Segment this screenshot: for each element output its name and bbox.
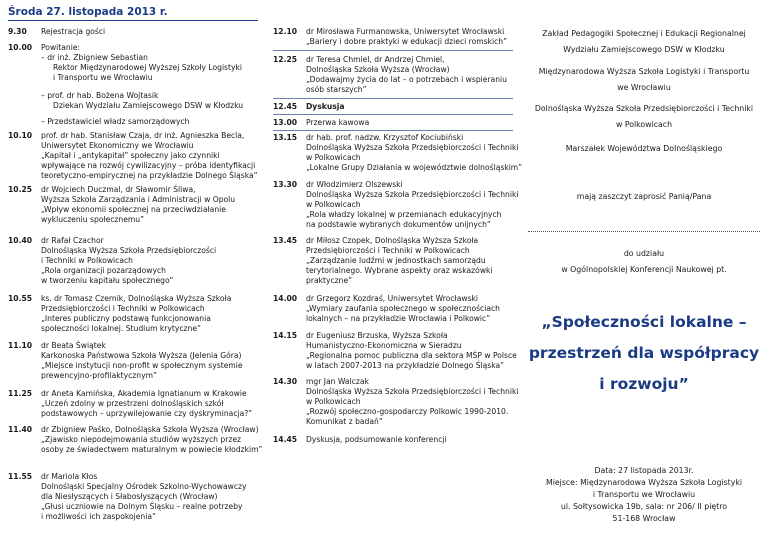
program-entry <box>8 63 258 83</box>
header-divider <box>8 20 258 21</box>
organizer-line: we Wrocławiu <box>617 83 671 92</box>
program-entry <box>8 425 263 455</box>
organizer-line: Wydziału Zamiejscowego DSW w Kłodzku <box>563 45 725 54</box>
entry-line: teoretyczno-empirycznej na przykładzie Dolnego Śląska” <box>41 171 258 180</box>
entry-line: „Rola władzy lokalnej w przemianach edukacyjnych <box>306 210 502 219</box>
entry-line: społeczności lokalnej. Studium krytyczne” <box>41 324 201 333</box>
conference-title-line: i rozwoju” <box>599 375 689 393</box>
entry-line: Wyższa Szkoła Zarządzania i Administracji w Opolu <box>41 195 236 204</box>
entry-line: Rektor Międzynarodowej Wyższej Szkoły Logistyki <box>53 63 242 72</box>
entry-line: w Polkowicach <box>306 200 361 209</box>
conference-title <box>528 307 760 400</box>
participation-text <box>528 246 760 278</box>
program-entry <box>8 185 258 225</box>
program-entry <box>273 102 513 112</box>
organizer-line: Zakład Pedagogiki Społecznej i Edukacji Regionalnej <box>542 29 746 38</box>
organizer-line: Marszałek Województwa Dolnośląskiego <box>565 144 723 153</box>
participation-line: do udziału <box>623 249 665 258</box>
program-entry <box>8 53 258 63</box>
entry-line: dr Beata Świątek <box>41 341 106 350</box>
details-line: Data: 27 listopada 2013r. <box>594 466 694 475</box>
entry-line: na podstawie wybranych dokumentów unijnych” <box>306 220 491 229</box>
entry-time: 9.30 <box>8 27 27 36</box>
date-header: Środa 27. listopada 2013 r. <box>8 6 168 18</box>
entry-time: 12.25 <box>273 55 298 64</box>
entry-time: 13.30 <box>273 180 298 189</box>
entry-line: dla Niesłyszących i Słabosłyszących (Wrocław) <box>41 492 218 501</box>
entry-line: i Techniki w Polkowicach <box>41 256 133 265</box>
entry-line: „Dodawajmy życia do lat – o potrzebach i wspieraniu <box>306 75 507 84</box>
entry-line: Dziekan Wydziału Zamiejscowego DSW w Kłodzku <box>53 101 244 110</box>
program-entry <box>8 117 258 127</box>
entry-line: prewencyjno-profilaktycznym” <box>41 371 157 380</box>
entry-time: 10.00 <box>8 43 33 52</box>
entry-line: ks. dr Tomasz Czernik, Dolnośląska Wyższa Szkoła <box>41 294 232 303</box>
entry-line: dr Aneta Kamińska, Akademia Ignatianum w Krakowie <box>41 389 247 398</box>
entry-time: 10.25 <box>8 185 33 194</box>
entry-line: „Wpływ ekonomii społecznej na przeciwdziałanie <box>41 205 226 214</box>
entry-line: Komunikat z badań” <box>306 417 383 426</box>
entry-time: 10.40 <box>8 236 33 245</box>
entry-line: „Interes publiczny podstawą funkcjonowania <box>41 314 211 323</box>
entry-time: 12.10 <box>273 27 298 36</box>
entry-line: Humanistyczno-Ekonomiczna w Sieradzu <box>306 341 462 350</box>
entry-time: 13.15 <box>273 133 298 142</box>
entry-line: Dyskusja, podsumowanie konferencji <box>306 435 447 444</box>
entry-line: dr Mariola Kłos <box>41 472 98 481</box>
program-entry <box>273 133 523 173</box>
program-entry <box>8 236 258 286</box>
entry-line: „Bariery i dobre praktyki w edukacji dzieci romskich” <box>306 37 508 46</box>
entry-line: „Lokalne Grupy Działania w województwie dolnośląskim” <box>306 163 523 172</box>
entry-line: „Miejsce instytucji non-profit w społecznym systemie <box>41 361 243 370</box>
entry-time: 12.45 <box>273 102 298 111</box>
program-entry <box>273 118 513 128</box>
entry-time: 13.00 <box>273 118 298 127</box>
entry-time: 11.40 <box>8 425 33 434</box>
details-line: Miejsce: Międzynarodowa Wyższa Szkoła Logistyki <box>545 478 743 487</box>
event-details <box>528 465 760 525</box>
entry-line: „Rola organizacji pozarządowych <box>41 266 166 275</box>
entry-line: „Kapitał i „antykapitał” społeczny jako czynniki <box>41 151 220 160</box>
program-entry <box>8 472 258 522</box>
entry-line: dr Zbigniew Paśko, Dolnośląska Szkoła Wyższa (Wrocław) <box>41 425 259 434</box>
entry-line: Dolnośląska Wyższa Szkoła Przedsiębiorczości i Techniki <box>306 190 519 199</box>
details-line: ul. Sołtysowicka 19b, sala: nr 206/ II piętro <box>560 502 728 511</box>
entry-line: dr Eugeniusz Brzuska, Wyższa Szkoła <box>306 331 448 340</box>
section-divider <box>273 50 513 51</box>
entry-line: Karkonoska Państwowa Szkoła Wyższa (Jelenia Góra) <box>41 351 242 360</box>
organizer <box>528 141 760 157</box>
entry-line: Uniwersytet Ekonomiczny we Wrocławiu <box>41 141 194 150</box>
entry-line: mgr Jan Walczak <box>306 377 369 386</box>
entry-line: dr Teresa Chmiel, dr Andrzej Chmiel, <box>306 55 445 64</box>
entry-line: praktyczne” <box>306 276 353 285</box>
entry-line: w Polkowicach <box>306 153 361 162</box>
program-entry <box>8 341 258 381</box>
entry-line: „Zjawisko niepodejmowania studiów wyższych przez <box>41 435 241 444</box>
program-entry <box>273 377 519 427</box>
entry-time: 14.45 <box>273 435 298 444</box>
entry-line: prof. dr hab. Stanisław Czaja, dr inż. Agnieszka Becla, <box>41 131 245 140</box>
entry-line: w Polkowicach <box>306 397 361 406</box>
entry-line: Dyskusja <box>306 102 345 111</box>
entry-line: „Regionalna pomoc publiczna dla sektora MŚP w Polsce <box>306 351 517 360</box>
dotted-name-line <box>528 231 760 232</box>
organizer-line: w Polkowicach <box>615 120 673 129</box>
organizer <box>528 64 760 96</box>
entry-line: i możliwości ich zaspokojenia” <box>41 512 156 521</box>
entry-line: wpływające na rozwój cywilizacyjny – próba identyfikacji <box>41 161 256 170</box>
organizer <box>528 26 760 58</box>
organizer-line: Dolnośląska Wyższa Szkoła Przedsiębiorczości i Techniki <box>534 104 754 113</box>
entry-line: dr Włodzimierz Olszewski <box>306 180 403 189</box>
entry-line: Dolnośląski Specjalny Ośrodek Szkolno-Wychowawczy <box>41 482 247 491</box>
entry-line: „Głusi uczniowie na Dolnym Śląsku – realne potrzeby <box>41 502 243 511</box>
entry-line: – dr inż. Zbigniew Sebastian <box>41 53 148 62</box>
entry-line: – Przedstawiciel władz samorządowych <box>41 117 190 126</box>
program-entry <box>273 236 513 286</box>
program-entry <box>273 331 517 371</box>
entry-line: „Rozwój społeczno-gospodarczy Polkowic 1990-2010. <box>306 407 509 416</box>
invitation-text: mają zaszczyt zaprosić Panią/Pana <box>576 192 712 201</box>
entry-line: podstawowych – uprzywilejowanie czy dyskryminacja?” <box>41 409 253 418</box>
program-entry <box>273 55 513 95</box>
entry-line: dr Rafał Czachor <box>41 236 104 245</box>
details-line: i Transportu we Wrocławiu <box>592 490 696 499</box>
entry-line: w latach 2007-2013 na przykładzie Dolnego Śląska” <box>306 361 505 370</box>
entry-line: dr Mirosława Furmanowska, Uniwersytet Wrocławski <box>306 27 505 36</box>
entry-line: Dolnośląska Szkoła Wyższa (Wrocław) <box>306 65 450 74</box>
entry-line: w tworzeniu kapitału społecznego” <box>41 276 174 285</box>
entry-line: dr Wojciech Duczmal, dr Sławomir Śliwa, <box>41 185 196 194</box>
entry-line: Dolnośląska Wyższa Szkoła Przedsiębiorczości i Techniki <box>306 387 519 396</box>
program-entry <box>8 43 258 53</box>
entry-line: „Zarządzanie ludźmi w jednostkach samorządu <box>306 256 486 265</box>
program-entry <box>273 435 513 445</box>
conference-title-line: przestrzeń dla współpracy <box>528 344 760 362</box>
participation-line: w Ogólnopolskiej Konferencji Naukowej pt. <box>561 265 727 274</box>
entry-line: Rejestracja gości <box>41 27 106 36</box>
entry-line: osób starszych” <box>306 85 367 94</box>
program-entry <box>8 294 258 334</box>
program-entry <box>273 294 513 324</box>
entry-line: Przerwa kawowa <box>306 118 370 127</box>
program-entry <box>8 27 258 37</box>
entry-time: 14.15 <box>273 331 298 340</box>
entry-line: wykluczeniu społecznemu” <box>41 215 145 224</box>
entry-line: Dolnośląska Wyższa Szkoła Przedsiębiorczości <box>41 246 217 255</box>
section-divider <box>273 130 513 131</box>
entry-time: 10.55 <box>8 294 33 303</box>
entry-line: terytorialnego. Wybrane aspekty oraz wskazówki <box>306 266 493 275</box>
entry-time: 11.25 <box>8 389 33 398</box>
entry-time: 14.30 <box>273 377 298 386</box>
entry-line: dr Miłosz Czopek, Dolnośląska Wyższa Szkoła <box>306 236 479 245</box>
program-entry <box>8 131 258 181</box>
program-entry <box>273 180 519 230</box>
entry-line: Przedsiębiorczości i Techniki w Polkowicach <box>41 304 205 313</box>
entry-line: „Wymiary zaufania społecznego w społecznościach <box>306 304 500 313</box>
entry-line: „Uczeń zdolny w przestrzeni dolnośląskich szkół <box>41 399 224 408</box>
program-entry <box>273 27 513 47</box>
section-divider <box>273 98 513 99</box>
conference-title-line: „Społeczności lokalne – <box>541 313 747 331</box>
entry-line: dr hab. prof. nadzw. Krzysztof Kociubiński <box>306 133 464 142</box>
entry-time: 11.10 <box>8 341 33 350</box>
entry-time: 14.00 <box>273 294 298 303</box>
organizer-line: Międzynarodowa Wyższa Szkoła Logistyki i Transportu <box>538 67 750 76</box>
program-entry <box>8 389 258 419</box>
entry-line: Powitanie: <box>41 43 81 52</box>
entry-line: i Transportu we Wrocławiu <box>53 73 153 82</box>
entry-time: 13.45 <box>273 236 298 245</box>
details-line: 51-168 Wrocław <box>612 514 676 523</box>
entry-time: 11.55 <box>8 472 33 481</box>
entry-time: 10.10 <box>8 131 33 140</box>
organizer <box>528 101 760 133</box>
section-divider <box>273 114 513 115</box>
program-entry <box>8 91 258 111</box>
entry-line: Dolnośląska Wyższa Szkoła Przedsiębiorczości i Techniki <box>306 143 519 152</box>
entry-line: osoby ze świadectwem maturalnym w powiecie kłodzkim” <box>41 445 263 454</box>
entry-line: dr Grzegorz Kozdraś, Uniwersytet Wrocławski <box>306 294 479 303</box>
entry-line: – prof. dr hab. Bożena Wojtasik <box>41 91 159 100</box>
entry-line: lokalnych – na przykładzie Wrocławia i Polkowic” <box>306 314 491 323</box>
entry-line: Przedsiębiorczości i Techniki w Polkowicach <box>306 246 470 255</box>
